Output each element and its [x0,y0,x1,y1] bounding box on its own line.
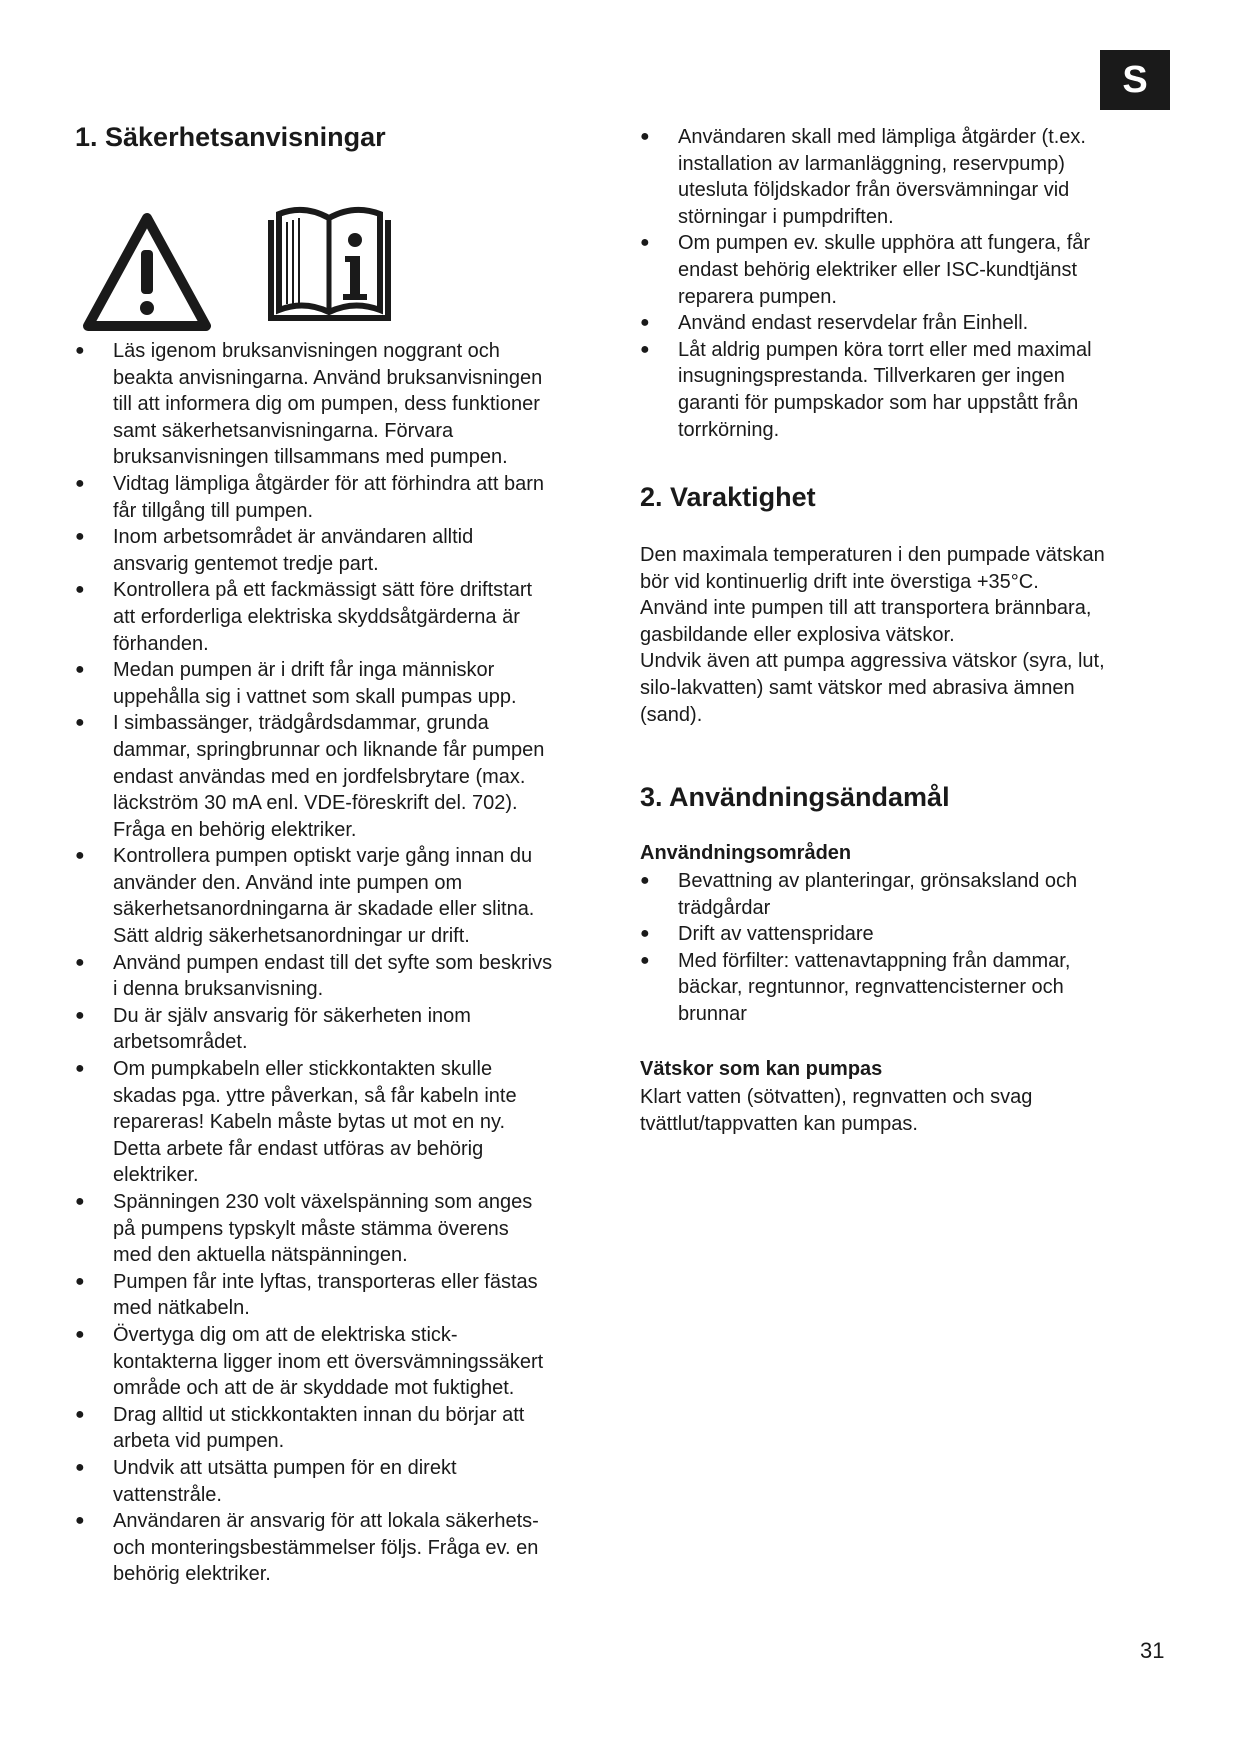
section-2-title: 2. Varaktighet [640,482,816,512]
list-item: ● Kontrollera på ett fackmässigt sätt före driftstart att erforderliga elektriska skyddsåtgärderna är förhanden. [75,577,615,657]
list-item: ● Inom arbetsområdet är användaren alltid ansvarig gentemot tredje part. [75,524,615,577]
section-3-subtitle-liquids: Vätskor som kan pumpas [640,1058,883,1080]
warning-icon [82,212,212,334]
list-item: ● Du är själv ansvarig för säkerheten inom arbetsområdet. [75,1003,615,1056]
list-item: ● Med förfilter: vattenavtappning från dammar, bäckar, regntunnor, regnvattencisterner och brunnar [640,948,1180,1028]
list-item: ● Läs igenom bruksanvisningen noggrant och beakta anvisningarna. Använd bruksanvisningen till att informera dig om pumpen, dess funktioner samt säkerhetsanvisningarna. Förvara bruksanvisningen tillsammans med pumpen. [75,338,615,471]
list-item: ● Använd pumpen endast till det syfte som beskrivs i denna bruksanvisning. [75,950,615,1003]
list-item: ● Använd endast reservdelar från Einhell. [640,310,1180,337]
list-item: ● Spänningen 230 volt växelspänning som anges på pumpens typskylt måste stämma överens med den aktuella nätspänningen. [75,1189,615,1269]
section-3-liquids-body: Klart vatten (sötvatten), regnvatten och svag tvättlut/tappvatten kan pumpas. [640,1086,1033,1135]
safety-list-continued [640,124,1180,443]
list-item: ● Undvik att utsätta pumpen för en direkt vattenstråle. [75,1455,615,1508]
safety-list [75,338,615,1588]
list-item: ● I simbassänger, trädgårdsdammar, grunda dammar, springbrunnar och liknande får pumpen endast användas med en jordfelsbrytare (max. läckström 30 mA enl. VDE-föreskrift del. 702). Fråga en behörig elektriker. [75,710,615,843]
list-item: ● Låt aldrig pumpen köra torrt eller med maximal insugningsprestanda. Tillverkaren ger ingen garanti för pumpskador som har uppstått från torrkörning. [640,337,1180,443]
list-item: ● Drift av vattenspridare [640,921,1180,948]
list-item: ● Pumpen får inte lyftas, transporteras eller fästas med nätkabeln. [75,1269,615,1322]
language-tab: S [1100,50,1170,110]
manual-info-icon [257,200,402,330]
section-3-subtitle-areas: Användningsområden [640,842,852,864]
list-item: ● Bevattning av planteringar, grönsaksland och trädgårdar [640,868,1180,921]
usage-list [640,868,1180,1028]
list-item: ● Övertyga dig om att de elektriska stick- kontakterna ligger inom ett översvämningssäkert område och att de är skyddade mot fuktighet. [75,1322,615,1402]
list-item: ● Medan pumpen är i drift får inga människor uppehålla sig i vattnet som skall pumpas upp. [75,657,615,710]
list-item: ● Användaren är ansvarig för att lokala säkerhets- och monteringsbestämmelser följs. Fråga ev. en behörig elektriker. [75,1508,615,1588]
section-2-body: Den maximala temperaturen i den pumpade vätskan bör vid kontinuerlig drift inte överstiga +35°C. Använd inte pumpen till att transportera brännbara, gasbildande eller explosiva vätskor. Undvik även att pumpa aggressiva vätskor (syra, lut, silo-lakvatten) samt vätskor med abrasiva ämnen (sand). [640,544,1105,726]
list-item: ● Om pumpen ev. skulle upphöra att fungera, får endast behörig elektriker eller ISC-kundtjänst reparera pumpen. [640,230,1180,310]
page-number: 31 [1140,1638,1165,1663]
list-item: ● Drag alltid ut stickkontakten innan du börjar att arbeta vid pumpen. [75,1402,615,1455]
list-item: ● Om pumpkabeln eller stickkontakten skulle skadas pga. yttre påverkan, så får kabeln inte repareras! Kabeln måste bytas ut mot en ny. Detta arbete får endast utföras av behörig elektriker. [75,1056,615,1189]
list-item: ● Kontrollera pumpen optiskt varje gång innan du använder den. Använd inte pumpen om säkerhetsanordningarna är skadade eller slitna. Sätt aldrig säkerhetsanordningar ur drift. [75,843,615,949]
list-item: ● Användaren skall med lämpliga åtgärder (t.ex. installation av larmanläggning, reservpump) utesluta följdskador från översvämningar vid störningar i pumpdriften. [640,124,1180,230]
list-item: ● Vidtag lämpliga åtgärder för att förhindra att barn får tillgång till pumpen. [75,471,615,524]
section-3-title: 3. Användningsändamål [640,782,950,812]
section-1-title: 1. Säkerhetsanvisningar [75,122,386,152]
